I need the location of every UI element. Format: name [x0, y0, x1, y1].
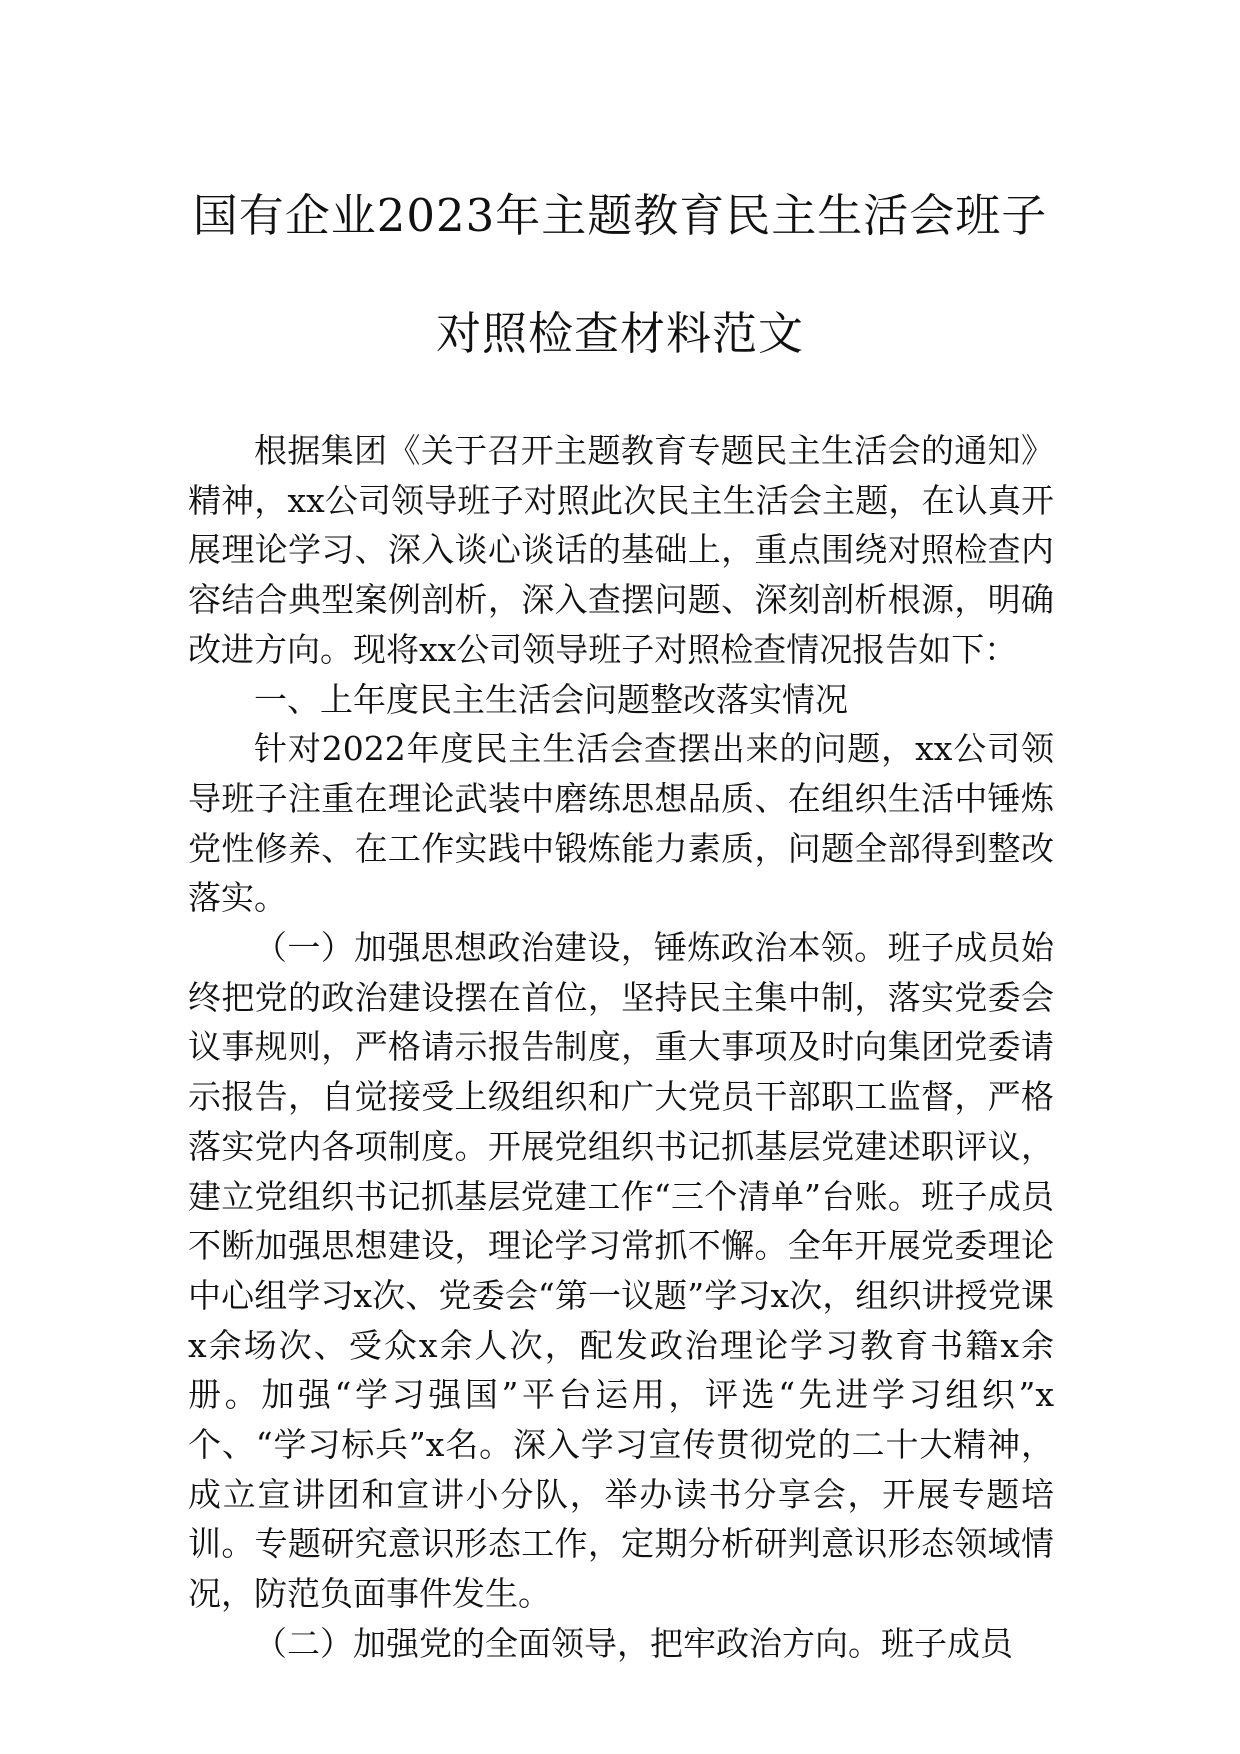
section-heading-1: 一、上年度民主生活会问题整改落实情况 — [254, 679, 848, 719]
document-body — [188, 426, 1054, 1669]
intro-paragraph: 根据集团《关于召开主题教育专题民主生活会的通知》精神，xx公司领导班子对照此次民主生活会主题，在认真开展理论学习、深入谈心谈话的基础上，重点围绕对照检查内容结合典型案例剖析，深入查摆问题、深刻剖析根源，明确改进方向。现将xx公司领导班子对照检查情况报告如下： — [188, 431, 1054, 669]
document-title-line-2: 对照检查材料范文 — [435, 307, 804, 360]
subsection-1-paragraph: （一）加强思想政治建设，锤炼政治本领。班子成员始终把党的政治建设摆在首位，坚持民主集中制，落实党委会议事规则，严格请示报告制度，重大事项及时向集团党委请示报告，自觉接受上级组织和广大党员干部职工监督，严格落实党内各项制度。开展党组织书记抓基层党建述职评议，建立党组织书记抓基层党建工作“三个清单”台账。班子成员不断加强思想建设，理论学习常抓不懈。全年开展党委理论中心组学习x次、党委会“第一议题”学习x次，组织讲授党课x余场次、受众x余人次，配发政治理论学习教育书籍x余册。加强“学习强国”平台运用，评选“先进学习组织”x个、“学习标兵”x名。深入学习宣传贯彻党的二十大精神，成立宣讲团和宣讲小分队，举办读书分享会，开展专题培训。专题研究意识形态工作，定期分析研判意识形态领域情况，防范负面事件发生。 — [188, 928, 1054, 1614]
section-1-paragraph: 针对2022年度民主生活会查摆出来的问题，xx公司领导班子注重在理论武装中磨练思想品质、在组织生活中锤炼党性修养、在工作实践中锻炼能力素质，问题全部得到整改落实。 — [188, 729, 1054, 918]
document-title-line-1: 国有企业2023年主题教育民主生活会班子 — [192, 189, 1048, 242]
subsection-2-paragraph: （二）加强党的全面领导，把牢政治方向。班子成员 — [254, 1623, 1013, 1663]
